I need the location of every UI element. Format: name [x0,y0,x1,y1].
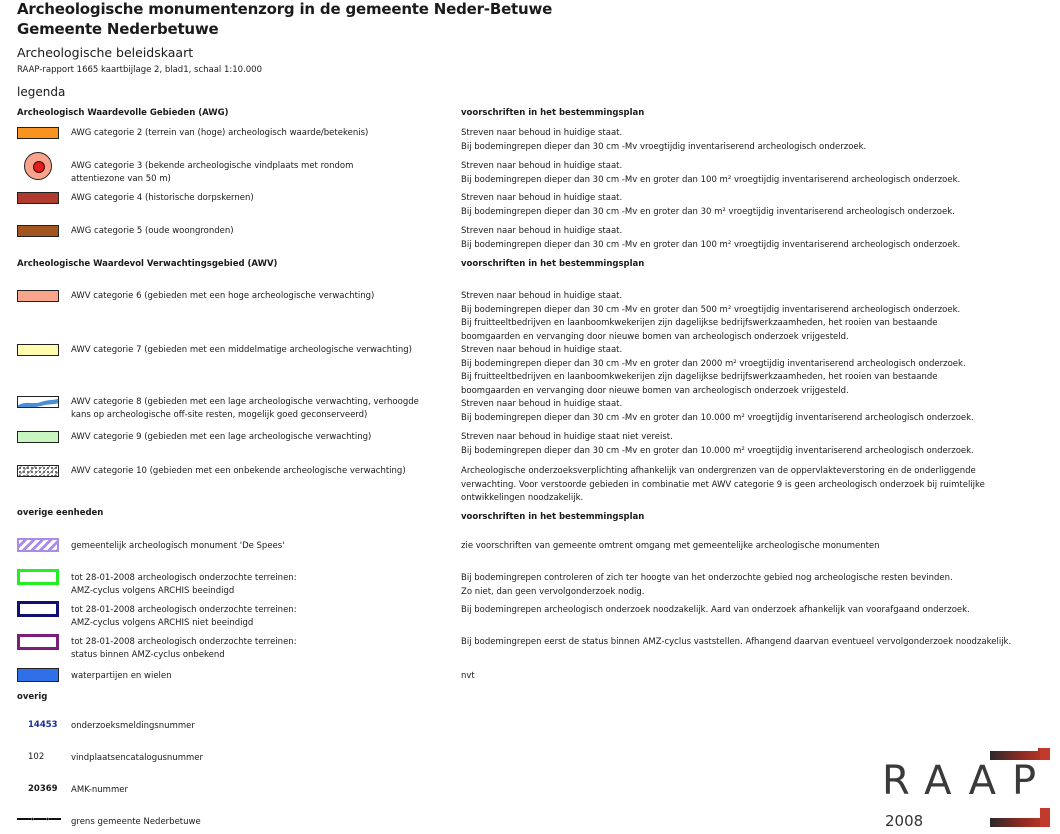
label-awg2: AWG categorie 2 (terrein van (hoge) archeologisch waarde/betekenis) [71,128,369,138]
swatch-awg4 [17,192,59,204]
rules-awv6: Streven naar behoud in huidige staat. Bij bodemingrepen dieper dan 30 cm -Mv en groter dan 500 m² vroegtijdig inventariserend archeologisch onderzoek. Bij fruitteeltbedrijven en laanboomkwekerijen zijn dagelijkse bedrijfswerkzaamheden, het rooien van bestaande boomgaarden en vervanging door nieuwe bomen van archeologisch onderzoek vrijgesteld. [461,291,961,342]
rules-research-unknown: Bij bodemingrepen eerst de status binnen AMZ-cyclus vaststellen. Afhangend daarvan eventueel vervolgonderzoek noodzakelijk. [461,637,1012,647]
section-overig-heading: overig [17,692,48,702]
sample-report-number: 14453 [28,720,58,730]
sample-catalogue-number: 102 [28,752,45,762]
rules-awv8: Streven naar behoud in huidige staat. Bij bodemingrepen dieper dan 30 cm -Mv en groter dan 10.000 m² vroegtijdig inventariserend archeologisch onderzoek. [461,399,974,423]
swatch-awv7 [17,344,59,356]
label-awg5: AWG categorie 5 (oude woongronden) [71,226,234,236]
page-title: Archeologische monumentenzorg in de gemeente Neder-Betuwe [17,0,553,18]
swatch-research-unknown [17,634,59,650]
label-awv7: AWV categorie 7 (gebieden met een middelmatige archeologische verwachting) [71,345,412,355]
swatch-monument [17,538,59,552]
label-catalogue-number: vindplaatsencatalogusnummer [71,753,203,763]
rules-research-unfinished: Bij bodemingrepen archeologisch onderzoek noodzakelijk. Aard van onderzoek afhankelijk van voorafgaand onderzoek. [461,605,970,615]
label-research-unknown: tot 28-01-2008 archeologisch onderzochte terreinen: status binnen AMZ-cyclus onbekend [71,637,297,660]
label-monument: gemeentelijk archeologisch monument 'De Spees' [71,541,285,551]
rules-awg4: Streven naar behoud in huidige staat. Bij bodemingrepen dieper dan 30 cm -Mv en groter dan 30 m² vroegtijdig inventariserend archeologisch onderzoek. [461,193,955,217]
label-report-number: onderzoeksmeldingsnummer [71,721,195,731]
rules-research-finished: Bij bodemingrepen controleren of zich ter hoogte van het onderzochte gebied nog archeologische resten bevinden. Zo niet, dan geen vervolgonderzoek nodig. [461,573,953,597]
swatch-awg2 [17,127,59,139]
map-subtitle: Archeologische beleidskaart [17,45,194,60]
label-awg4: AWG categorie 4 (historische dorpskernen) [71,193,254,203]
raap-logo [880,748,1060,834]
label-awv6: AWV categorie 6 (gebieden met een hoge archeologische verwachting) [71,291,375,301]
swatch-awv9 [17,431,59,443]
rules-water: nvt [461,671,475,681]
rules-heading: voorschriften in het bestemmingsplan [461,512,645,522]
raap-logo-year: 2008 [885,812,924,830]
swatch-research-unfinished [17,601,59,617]
label-awg3: AWG categorie 3 (bekende archeologische vindplaats met rondom attentiezone van 50 m) [71,161,354,184]
report-reference: RAAP-rapport 1665 kaartbijlage 2, blad1, schaal 1:10.000 [17,65,262,75]
swatch-awv10 [17,465,59,477]
raap-logo-letters: RAAP [882,758,1053,804]
section-awv-heading: Archeologische Waardevol Verwachtingsgebied (AWV) [17,259,278,269]
label-awv9: AWV categorie 9 (gebieden met een lage archeologische verwachting) [71,432,372,442]
rules-awv7: Streven naar behoud in huidige staat. Bij bodemingrepen dieper dan 30 cm -Mv en groter dan 2000 m² vroegtijdig inventariserend archeologisch onderzoek. Bij fruitteeltbedrijven en laanboomkwekerijen zijn dagelijkse bedrijfswerkzaamheden, het rooien van bestaande boomgaarden en vervanging door nieuwe bomen van archeologisch onderzoek vrijgesteld. [461,345,966,396]
legend-heading: legenda [17,85,66,99]
sample-amk-number: 20369 [28,784,58,794]
label-research-finished: tot 28-01-2008 archeologisch onderzochte terreinen: AMZ-cyclus volgens ARCHIS beeindigd [71,573,297,596]
section-overige-heading: overige eenheden [17,508,104,518]
label-amk-number: AMK-nummer [71,785,128,795]
findspot-dot-icon [33,161,45,173]
page-subtitle-municipality: Gemeente Nederbetuwe [17,20,219,38]
swatch-research-finished [17,569,59,585]
label-municipal-boundary: grens gemeente Nederbetuwe [71,817,201,827]
stream-wave-icon [17,396,59,408]
label-awv10: AWV categorie 10 (gebieden met een onbekende archeologische verwachting) [71,466,406,476]
swatch-awg5 [17,225,59,237]
boundary-line-icon [17,815,61,823]
rules-heading: voorschriften in het bestemmingsplan [461,108,645,118]
swatch-water [17,668,59,682]
rules-heading: voorschriften in het bestemmingsplan [461,259,645,269]
rules-awg3: Streven naar behoud in huidige staat. Bij bodemingrepen dieper dan 30 cm -Mv en groter dan 100 m² vroegtijdig inventariserend archeologisch onderzoek. [461,161,961,185]
rules-monument: zie voorschriften van gemeente omtrent omgang met gemeentelijke archeologische monumenten [461,541,880,551]
label-water: waterpartijen en wielen [71,671,172,681]
section-awg-heading: Archeologisch Waardevolle Gebieden (AWG) [17,108,229,118]
label-research-unfinished: tot 28-01-2008 archeologisch onderzochte terreinen: AMZ-cyclus volgens ARCHIS niet beeindigd [71,605,297,628]
rules-awg5: Streven naar behoud in huidige staat. Bij bodemingrepen dieper dan 30 cm -Mv en groter dan 100 m² vroegtijdig inventariserend archeologisch onderzoek. [461,226,961,250]
label-awv8: AWV categorie 8 (gebieden met een lage archeologische verwachting, verhoogde kans op archeologische off-site resten, mogelijk goed geconserveerd) [71,397,419,420]
swatch-awv6 [17,290,59,302]
rules-awv9: Streven naar behoud in huidige staat niet vereist. Bij bodemingrepen dieper dan 30 cm -Mv en groter dan 10.000 m² vroegtijdig inventariserend archeologisch onderzoek. [461,432,974,456]
rules-awv10: Archeologische onderzoeksverplichting afhankelijk van ondergrenzen van de oppervlakteverstoring en de onderliggende verwachting. Voor verstoorde gebieden in combinatie met AWV categorie 9 is geen archeologisch onderzoek bij ruimtelijke ontwikkelingen noodzakelijk. [461,466,985,503]
swatch-awg3 [24,152,52,180]
swatch-awv8 [17,396,59,408]
rules-awg2: Streven naar behoud in huidige staat. Bij bodemingrepen dieper dan 30 cm -Mv vroegtijdig inventariserend archeologisch onderzoek. [461,128,867,152]
